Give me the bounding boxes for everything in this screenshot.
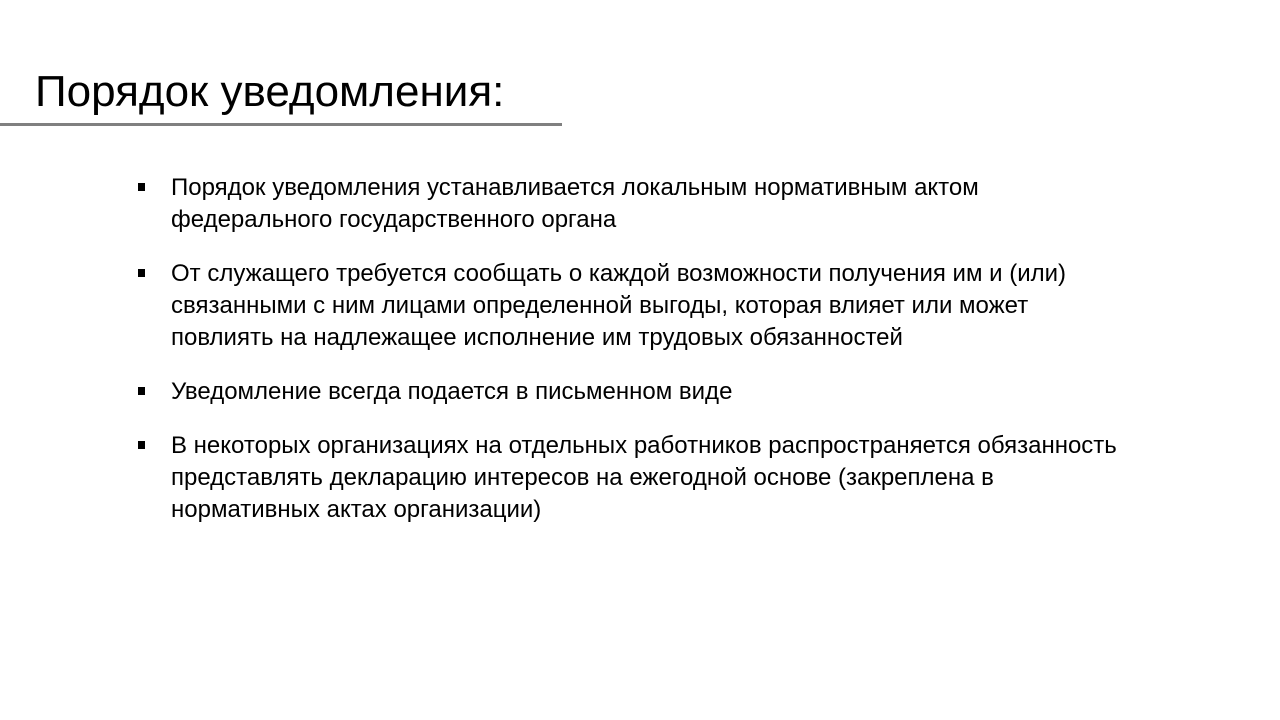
square-bullet-icon [138,441,145,449]
bullet-text-line: Уведомление всегда подается в письменном виде [171,378,733,405]
slide-title: Порядок уведомления: [35,67,505,116]
square-bullet-icon [138,269,145,277]
bullet-text-line: нормативных актах организации) [171,496,542,523]
bullet-item [133,430,1233,526]
bullet-item [133,172,1233,236]
bullet-text-line: представлять декларацию интересов на ежегодной основе (закреплена в [171,464,994,491]
bullet-item [133,376,1233,408]
bullet-text-line: В некоторых организациях на отдельных работников распространяется обязанность [171,432,1117,459]
bullet-text-line: федерального государственного органа [171,206,617,233]
square-bullet-icon [138,387,145,395]
bullet-text-line: повлиять на надлежащее исполнение им трудовых обязанностей [171,324,903,351]
bullet-text-line: Порядок уведомления устанавливается локальным нормативным актом [171,174,979,201]
title-underline [0,123,562,126]
square-bullet-icon [138,183,145,191]
bullet-text-line: связанными с ним лицами определенной выгоды, которая влияет или может [171,292,1029,319]
bullet-text-line: От служащего требуется сообщать о каждой возможности получения им и (или) [171,260,1066,287]
bullet-item [133,258,1233,354]
bullet-list [133,172,1233,548]
